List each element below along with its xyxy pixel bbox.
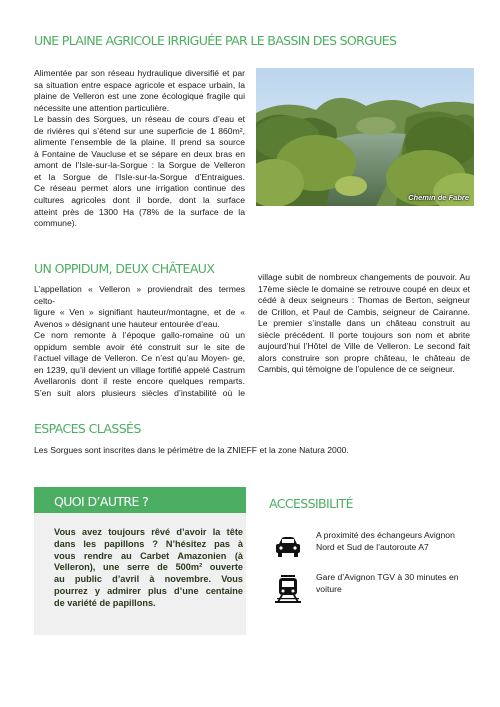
text-line: oppidum semble avoir été construit sur le site de: [34, 341, 245, 352]
text-line: Velleron), une serre de 500m² ouverte: [54, 562, 243, 573]
text-line: commune).: [34, 218, 77, 229]
text-line: l’actuel village de Velleron. Ce n’est qu’au Moyen- ge,: [34, 353, 245, 364]
text-line: Ce réseau permet alors une irrigation continue des: [34, 183, 245, 194]
text-line: Le bassin des Sorgues, un réseau de cours d’eau et: [34, 114, 245, 125]
text-line: 17ème siècle le domaine se retrouve coupé en deux et: [258, 283, 470, 294]
text-line: dans les papillons ? N’hésitez pas à: [54, 538, 243, 549]
text-line: sa situation entre espace agricole et espace urbain, la: [34, 79, 245, 90]
text-line: Alimentée par son réseau hydraulique diversifié et par: [34, 68, 245, 78]
train-icon: [273, 574, 303, 604]
text-line: pourrez y admirer plus d’une centaine: [54, 585, 243, 596]
text-line: au public d’avril à novembre. Vous: [54, 574, 243, 585]
text-line: plaine de Velleron est une zone écologique fragile qui: [34, 91, 245, 102]
car-icon: [273, 532, 303, 562]
espaces-paragraph: Les Sorgues sont inscrites dans le périmètre de la ZNIEFF et la zone Natura 2000.: [34, 445, 349, 455]
section-title-accessibilite: ACCESSIBILITÉ: [269, 496, 353, 511]
text-line: village subit de nombreux changements de pouvoir. Au: [258, 272, 470, 282]
quoi-dautre-text: [54, 527, 243, 610]
text-line: voiture: [316, 583, 342, 594]
text-line: Avenos » désignant une hauteur entourée d’eau.: [34, 318, 220, 329]
access-item-train: [270, 570, 480, 606]
text-line: nécessite une attention particulière.: [34, 102, 170, 113]
text-line: Cambis, qui témoigne de l’opulence de ce seigneur.: [258, 364, 455, 375]
section-title-espaces: ESPACES CLASSÉS: [34, 421, 141, 436]
text-line: cultures agricoles dont il borde, dont la surface: [34, 195, 245, 206]
text-line: Gare d’Avignon TGV à 30 minutes en: [316, 572, 459, 582]
text-line: Nord et Sud de l’autoroute A7: [316, 541, 429, 552]
text-line: Avellaronis dont il reste encore quelques remparts.: [34, 376, 245, 387]
text-line: Le premier s’installe dans un château construit au: [258, 318, 470, 329]
photo-caption: Chemin de Fabre: [408, 193, 469, 202]
text-line: A proximité des échangeurs Avignon: [316, 530, 455, 540]
text-line: de Crillon, et Paul de Cambis, seigneur de Cairanne.: [258, 306, 470, 317]
section-title-plaine: UNE PLAINE AGRICOLE IRRIGUÉE PAR LE BASSIN DES SORGUES: [34, 33, 397, 48]
history-paragraph-right: [258, 272, 470, 376]
quoi-dautre-title: QUOI D’AUTRE ?: [54, 494, 149, 509]
text-line: alors construire son propre château, le château de: [258, 352, 470, 363]
text-line: à Fontaine de Vaucluse et se sépare en deux bras en: [34, 148, 245, 159]
access-item-car: [270, 528, 480, 564]
quoi-dautre-box: [34, 487, 246, 635]
text-line: en 1239, qu’il devient un village fortifié appelé Castrum: [34, 364, 245, 375]
text-line: vous rendre au Carbet Amazonien (à: [54, 550, 243, 561]
section-title-oppidum: UN OPPIDUM, DEUX CHÂTEAUX: [34, 261, 215, 276]
text-line: cédé à deux seigneurs : Thomas de Berton, seigneur: [258, 295, 470, 306]
text-line: atteint près de 1300 Ha (78% de la surface de la: [34, 206, 245, 217]
text-line: Vous avez toujours rêvé d’avoir la tête: [54, 527, 243, 537]
text-line: aujourd’hui l’Hôtel de Ville de Velleron. Le second fait: [258, 341, 470, 352]
text-line: Ce nom remonte à l’époque gallo-romaine où un: [34, 330, 245, 341]
text-line: siècle précédent. Il porte toujours son nom et abrite: [258, 329, 470, 340]
text-line: amont de l’Isle-sur-la-Sorgue : la Sorgue de Velleron: [34, 160, 245, 171]
history-paragraph-left: [34, 284, 245, 399]
access-car-text: [316, 530, 476, 553]
landscape-photo: [256, 68, 474, 206]
access-train-text: [316, 572, 476, 595]
text-line: alimente l’ensemble de la plaine. Il prend sa source: [34, 137, 245, 148]
text-line: S’en suit alors plusieurs siècles d’instabilité où le: [34, 387, 245, 398]
text-line: L’appellation « Velleron » proviendrait des termes celto-: [34, 284, 245, 306]
quoi-dautre-banner: [34, 487, 246, 513]
text-line: et la Sorgue de l’Isle-sur-la-Sorgue d’Entraigues.: [34, 171, 245, 182]
text-line: de rivières qui s’étend sur une superficie de 1 860m²,: [34, 125, 245, 136]
intro-paragraph: [34, 68, 245, 230]
text-line: de variété de papillons.: [54, 597, 156, 608]
text-line: ligure « Ven » signifiant hauteur/montagne, et de «: [34, 307, 245, 318]
